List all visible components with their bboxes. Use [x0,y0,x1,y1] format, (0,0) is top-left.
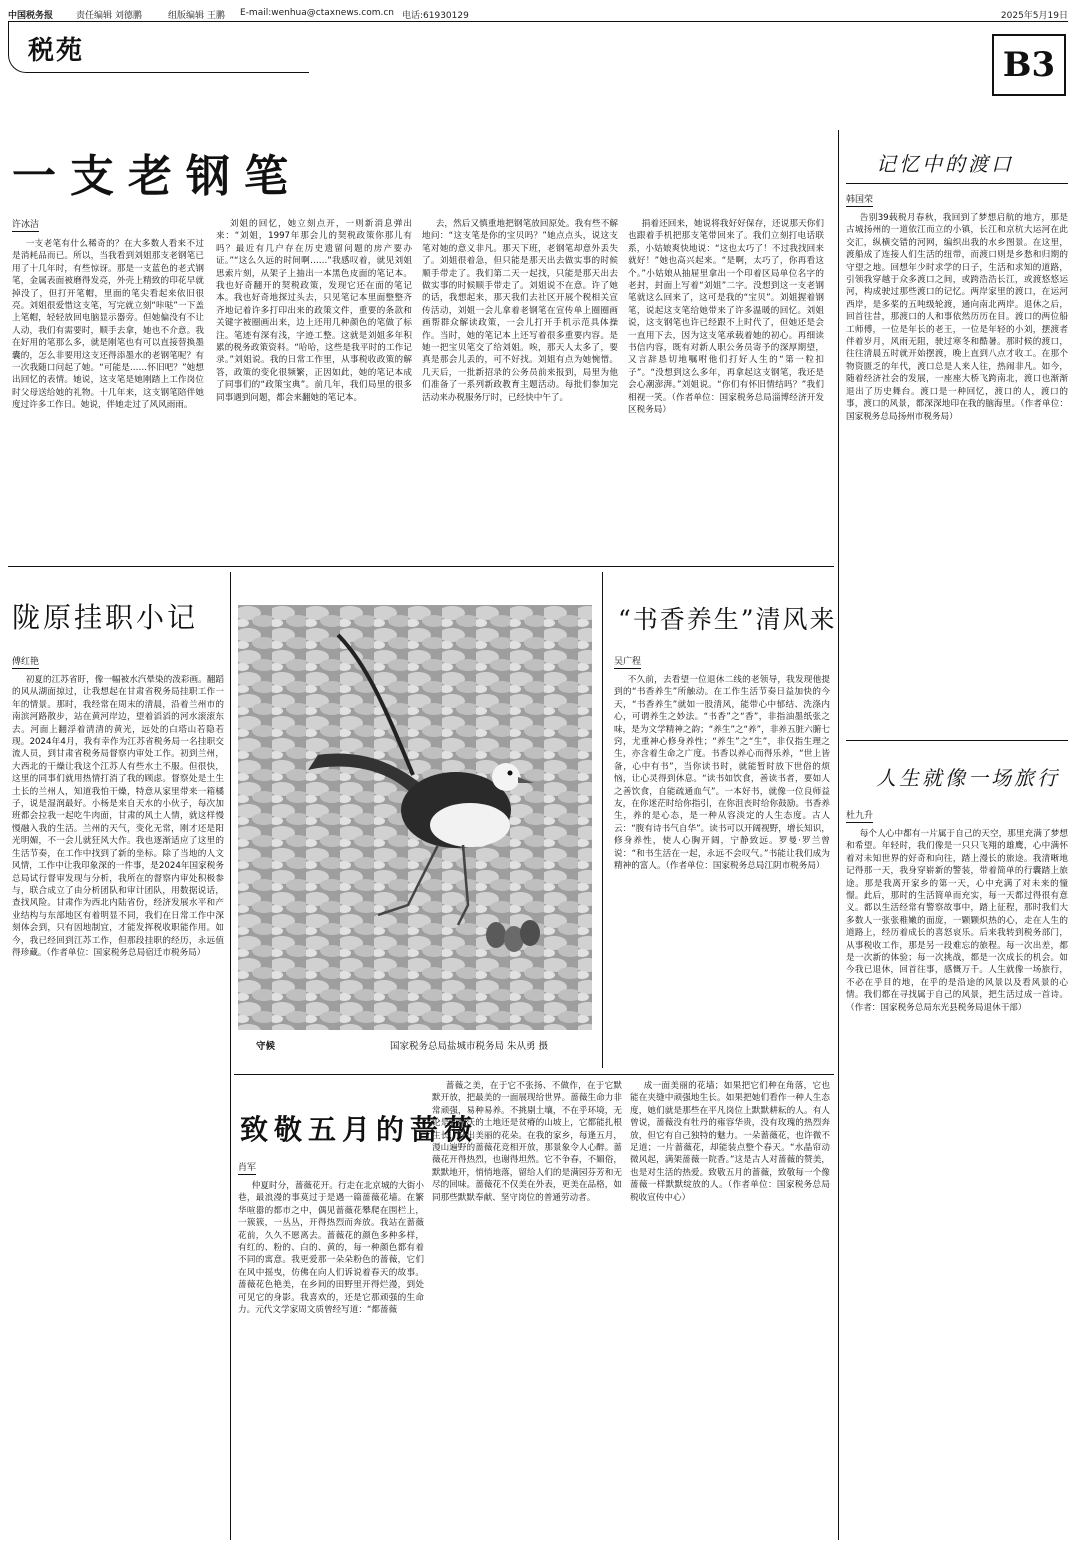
email: E-mail:wenhua@ctaxnews.com.cn [240,8,394,18]
divider [8,566,834,567]
byline-reading: 吴广程 [614,654,641,669]
byline-pen: 许冰洁 [12,217,39,232]
issue-date: 2025年5月19日 [1000,11,1068,21]
bird-illustration [238,605,592,1030]
divider [234,1074,834,1075]
byline-travel: 杜九升 [846,808,873,823]
article-title-rose: 致敬五月的蔷薇 [240,1113,479,1146]
page-number: B3 [992,34,1066,96]
ferry-body: 告别39载税月春秋，我回到了梦想启航的地方，那是古城扬州的一道依江而立的小镇，长江和京杭大运河在此交汇，纵横交错的河网，编织出我的水乡图景。在这里，渡船成了连接人们生活的纽带，而渡口则是乡愁和归期的守望之地。回想年少时求学的日子，生活和求知的道路，引领我穿越于众多渡口之间，或跨浩浩长江，或渡悠悠运河，构成驶过那些渡口的记忆。两岸家里的渡口，在运河西岸，是多桨的五吨级轮渡，通向南北两岸。退休之后，回首往昔，那渡口的人和事依然历历在目。渡口的两位船工师傅，一位是年长的老王，一位是年轻的小刘，摆渡者伴着岁月，风雨无阻，驶过寒冬和酷暑。那时候的渡口，往往清晨五时就开始摆渡，晚上直到八点才收工。在那个物资匮乏的年代，渡口总是人来人往，热闹非凡。如今，随着经济社会的发展，一座座大桥飞跨南北，渡口也渐渐退出了历史舞台。渡口是一种回忆，渡口的人，渡口的事，渡口的风景，都深深地印在我的脑海里。（作者单位：国家税务总局扬州市税务局） [846,213,1068,422]
photo-caption-title: 守候 [256,1041,276,1052]
divider [846,183,1068,184]
reading-body: 不久前，去看望一位退休二线的老领导，我发现他提到的“书香养生”所触动。在工作生活节奏日益加快的今天，“书香养生”就如一股清风，能带心中郁结、洗涤内心，可谓养生之妙法。“书香”之“香”，非指油墨纸张之味，是为文学精神之韵；“养生”之“养”，非养五脏六腑七窍，尤重神心修身养性；“养生”之“生”，非仅指生理之生，亦含着生命之广度。书香以养心而得乐养，“世上皆备，心中有书”，当你读书时，就能暂时放下世俗的烦恼，让心灵得到休息。“读书如饮食，善读书者，要如人之善饮食，自能疏通血气”。一本好书，就像一位良师益友，在你迷茫时给你指引，在你沮丧时给你鼓励。书香养生，养的是心态，是一种从容淡定的人生态度。古人云：“腹有诗书气自华”。读书可以开阔视野，增长知识，修身养性，使人心胸开阔，宁静致远。罗曼·罗兰曾说：“和书生活在一起，永远不会叹气。”书能让我们成为精神的富人。（作者单位：国家税务总局江阴市税务局） [614,675,830,872]
column-divider [838,130,839,1540]
pen-col-1: 一支老笔有什么稀奇的？在大多数人看来不过是消耗品而已。所以，当我看到刘姐那支老钢笔已用了十几年时，有些惊讶。那是一支蓝色的老式钢笔，金属表面被磨得发亮，外壳上精致的印花早就掉没了，但打开笔帽，里面的笔尖看起来依旧很亮。刘姐很爱惜这支笔，写完就立刻“咔哒”一下盖上笔帽，轻轻放回电脑显示器旁。但她偏没有不让人动，我们有需要时，顺手去拿，她也不介意。我在好用的笔那么多，就是刚笔也有可以直接替换墨囊的，怎么非要用这支还得添墨水的老钢笔呢？有一次我随口问起了她。“可能是……怀旧吧？”她想出回忆的表情。她说，这支笔是她刚踏上工作岗位时父母送给她的礼物。十几年来，这支钢笔陪伴她度过许多工作日。她说，伴她走过了风风雨雨。 [12,239,204,411]
byline-gansu: 傅红艳 [12,654,39,669]
editor: 责任编辑 刘德鹏 [76,11,142,21]
divider [846,740,1068,741]
layout-editor: 组版编辑 王鹏 [168,11,225,21]
article-title-ferry: 记忆中的渡口 [876,152,1014,176]
rose-col-2: 蔷薇之美，在于它不张扬、不做作，在于它默默开放，把最美的一面展现给世界。蔷薇生命力非常顽强，易种易养。不挑剔土壤，不在乎环境，无论是在肥沃的土地还是贫瘠的山坡上，它都能扎根生长，开出美丽的花朵。在我的家乡，每逢五月，漫山遍野的蔷薇花竞相开放，那景象令人心醉。蔷薇花开得热烈，也谢得坦然。它不争春，不媚俗，默默地开，悄悄地落，留给人们的是满园芬芳和无尽的回味。蔷薇花不仅美在外表，更美在品格，如同那些默默奉献、坚守岗位的普通劳动者。 [432,1081,622,1203]
article-title-reading: “书香养生”清风来 [618,605,837,634]
travel-body: 每个人心中都有一片属于自己的天空，那里充满了梦想和希望。年轻时，我们像是一只只飞翔的雄鹰，心中满怀着对未知世界的好奇和向往，踏上漫长的旅途。我清晰地记得那一天，我身穿崭新的警装，带着简单的行囊踏上旅途。那是我离开家乡的第一天，心中充满了对未来的憧憬。此后，那时的生活简单而充实，每一天都过得很有意义。都以生活经常有警察故事中，踏上征程，那时我们大多数人一张张稚嫩的面庞，一颗颗炽热的心，走在人生的道路上，经历着成长的喜怒哀乐。后来我转到税务部门，从事税收工作，那是另一段难忘的旅程。每一次出差，都是一次新的体验；每一次挑战，都是一次成长的机会。如今我已退休，回首往事，感慨万千。人生就像一场旅行，不必在乎目的地，在乎的是沿途的风景以及看风景的心情。我们都在寻找属于自己的风景，把生活过成一首诗。（作者：国家税务总局东光县税务局退休干部） [846,829,1068,1013]
article-title-travel: 人生就像一场旅行 [876,766,1060,790]
section-title: 税苑 [28,36,85,66]
phone: 电话:61930129 [402,11,469,21]
photo-bird [238,605,592,1030]
rose-col-3: 成一面美丽的花墙；如果把它们种在角落，它也能在夹缝中顽强地生长。如果把她们看作一种人生态度，她们就是那些在平凡岗位上默默耕耘的人。有人曾说，蔷薇没有牡丹的雍容华贵，没有玫瑰的热烈奔放，但它有自己独特的魅力。一朵蔷薇花，也许微不足道；一片蔷薇花，却能装点整个春天。“水晶帘动微风起，满架蔷薇一院香。”这是古人对蔷薇的赞美，也是对生活的热爱。致敬五月的蔷薇，致敬每一个像蔷薇一样默默绽放的人。（作者单位：国家税务总局税收宣传中心） [630,1081,830,1203]
column-divider [230,572,231,1540]
pen-col-4: 捐着还回来，她说将我好好保存，还说那天你们也跟着手机把那支笔带回来了。我们立刻打电话联系，小姑娘爽快地说：“这也太巧了！不过我找回来就好！”她也高兴起来。“是啊，太巧了，你再看这个。”小姑娘从抽屉里拿出一个印着区局单位名字的老封，封面上写着“刘姐”二字。没想到这一支老钢笔就这么回来了，这可是我的“宝贝”。刘姐握着钢笔，说起这支笔给她带来了许多温暖的回忆。刘姐说，这支钢笔也许已经跟不上时代了，但她还是会一直用下去，因为这支笔承载着她的初心。再细读书信内容，既有对新人职公务员寄予的深厚期望，又言辞恳切地嘱咐他们打好人生的“第一粒扣子”。“没想到这么多年，再拿起这支钢笔，我还是会心潮澎湃。”刘姐说。“你们有怀旧情结吗？”我们相视一笑。（作者单位：国家税务总局淄博经济开发区税务局） [628,219,824,416]
article-title-gansu: 陇原挂职小记 [12,601,199,634]
pen-col-2: 刘姐的回忆，她立刻点开，一则新消息弹出来：“刘姐，1997年那会儿的契税政策你那儿有吗？最近有几户存在历史遗留问题的房产要办证。”“这么久远的时间啊……”我感叹着，就见刘姐思索片刻，从架子上抽出一本黑色皮面的笔记本。我也好奇翻开的契税政策，发现它还在面的笔记本。我也好奇地探过头去，只见笔记本里面整整齐齐地记着许多打印出来的政策文件，重要的条款和关键字被圈画出来，边上还用几种颜色的笔做了标注。笔迹有深有浅，字迹工整。这就是刘姐多年积累的税务政策资料。“哈哈，这些是我平时的工作记录。”刘姐说。我的日常工作里，从事税收政策的解答，政策的变化很频繁，正因如此，她的笔记本成了同事们的“政策宝典”。前几年，我们局里的很多同事遇到问题，都会来翻她的笔记本。 [216,219,412,403]
masthead-bar [8,6,1068,20]
rose-col-1: 仲夏时分，蔷薇花开。行走在北京城的大街小巷，最浪漫的事莫过于是遇一篇蔷薇花墙。在繁华喧嚣的都市之中，偶见蔷薇花攀爬在围栏上，一簇簇，一丛丛，开得热烈而奔放。我站在蔷薇花前，久久不愿离去。蔷薇花的颜色多种多样，有红的、粉的、白的、黄的，每一种颜色都有着不同的寓意。我更爱那一朵朵粉色的蔷薇，它们在风中摇曳，仿佛在向人们诉说着春天的故事。蔷薇花色艳美，在乡间的田野里开得烂漫，到处可见它的身影。我喜欢的，还是它那顽强的生命力。元代文学家周文质曾经写道：“都蔷薇 [238,1181,424,1316]
byline-rose: 肖军 [238,1160,256,1175]
article-title-pen: 一支老钢笔 [12,151,302,202]
byline-ferry: 韩国荣 [846,192,873,207]
photo-caption-credit: 国家税务总局盐城市税务局 朱从勇 摄 [390,1041,549,1052]
gansu-body: 初夏的江苏省盱，像一幅被水汽晕染的泼彩画。翻蹈的风从湖面掠过，让我想起在甘肃省税务局挂职工作一年的情景。那时，我经常在周末的清晨，沿着兰州市的南滨河路散步，站在黄河岸边，望着滔滔的河水滚滚东去。河面上翻浮着清清的黄光，远处的白塔山若隐若现。2024年4月，我有幸作为江苏省税务局一名挂职交流人员，到甘肃省税务局督察内审处工作。初到兰州，大西北的干燥让我这个江苏人有些水土不服。但很快，这里的同事们就用热情打消了我的顾虑。督察处是土生土长的兰州人，知道我怕干燥，特意从家里带来一箱橘子，说是湿润最好。小杨是来自天水的小伙子，每次加班都会拉我一起吃牛肉面，甘肃的风土人情，就这样慢慢融入我的生活。兰州的天气，变化无常，刚才还是阳光明媚，不一会儿就狂风大作。我也逐渐适应了这里的生活节奏，在工作中找到了新的坐标。除了当地的人文风情，工作中让我印象深的一件事，是2024年国家税务总局试行督审发现与分析，我所在的督察内审处积极参与，联合成立了由分析团队和审计团队，用数据说话，查找风险。甘肃作为西北内陆省份，经济发展水平和产业结构与东部地区有着明显不同，我们在日常工作中深刻体会到，只有因地制宜，才能发挥税收职能作用。如今，我已经回到江苏工作，但那段挂职的经历，永远值得珍藏。（作者单位：国家税务总局宿迁市税务局） [12,675,224,958]
column-divider [602,572,603,1068]
pen-col-3: 去，然后又慎重地把钢笔放回原处。我有些不解地问：“这支笔是你的宝贝吗？”她点点头，说这支笔对她的意义非凡。那天下班，老钢笔却意外丢失了。刘姐很着急，但只能是那天出去做实事的时候顺手带走了。我们第二天一起找，只能是那天出去做实事的时候顺手带走了。刘姐说不在意。许了她的话，我想起来，那天我们去社区开展个税相关宣传活动，刘姐一会儿拿着老钢笔在宣传单上圈圈画画帮群众解读政策，一会儿打开手机示范具体操作。当时，她的笔记本上还写着很多重要内容。是她一把宝贝笔交了给刘姐。唉，那天人太多了，要真是那会儿丢的，可不好找。刘姐有点为她惋惜。几天后，一批新招录的公务员前来报到，局里为他们准备了一系列新政教育主题活动。每批们参加完活动来办税服务厅时，已经快中午了。 [422,219,618,403]
paper-name: 中国税务报 [8,11,54,21]
